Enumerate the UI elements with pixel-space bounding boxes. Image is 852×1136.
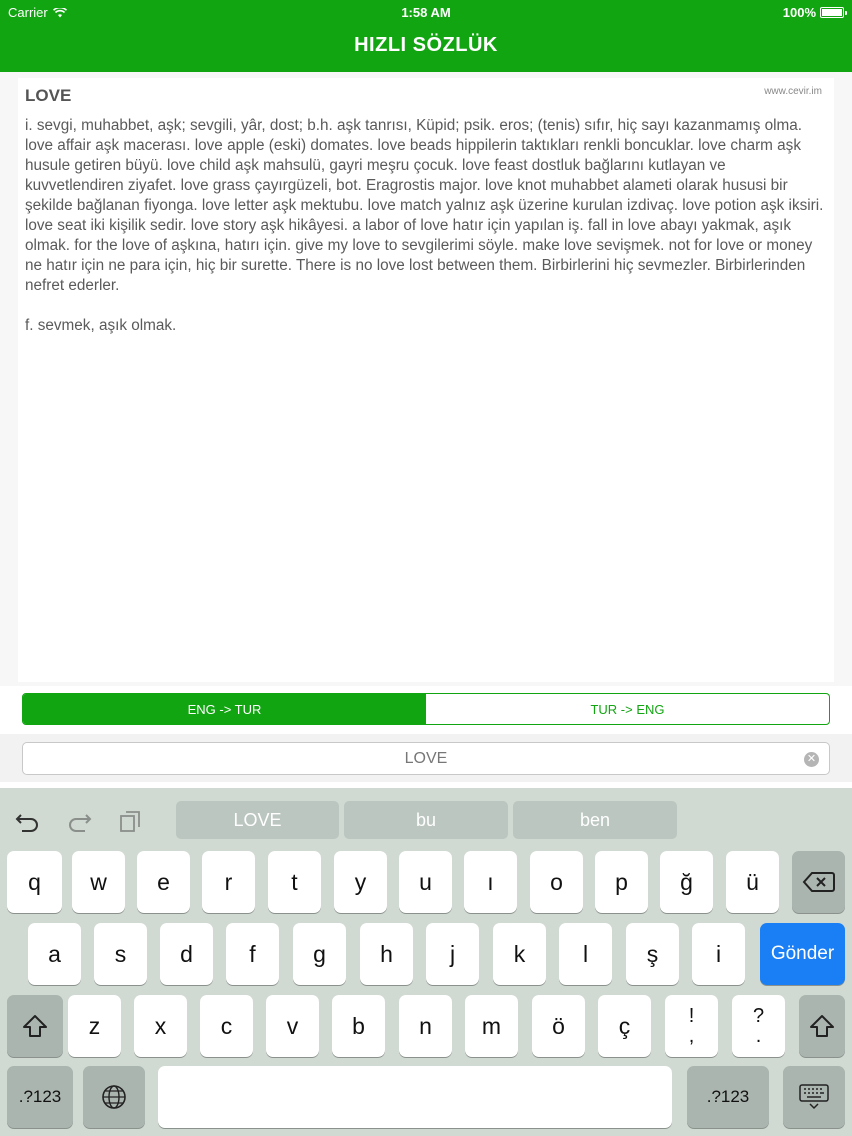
status-bar	[0, 0, 852, 24]
definition-verb: f. sevmek, aşık olmak.	[25, 317, 177, 334]
key-h[interactable]: h	[360, 923, 413, 985]
undo-icon[interactable]	[13, 806, 43, 836]
backspace-key[interactable]	[792, 851, 845, 913]
key-m[interactable]: m	[465, 995, 518, 1057]
key-u-umlaut[interactable]: ü	[726, 851, 779, 913]
entry-word: LOVE	[25, 86, 72, 105]
key-i[interactable]: i	[692, 923, 745, 985]
key-b[interactable]: b	[332, 995, 385, 1057]
direction-toggle	[22, 693, 830, 725]
key-f[interactable]: f	[226, 923, 279, 985]
key-d[interactable]: d	[160, 923, 213, 985]
key-question-period[interactable]	[732, 995, 785, 1057]
key-period-label: .	[755, 1025, 762, 1047]
source-link[interactable]: www.cevir.im	[764, 86, 822, 97]
globe-key[interactable]	[83, 1066, 145, 1128]
key-comma-label: ,	[688, 1025, 695, 1047]
definition-text	[25, 116, 825, 356]
key-r[interactable]: r	[202, 851, 255, 913]
send-button[interactable]: Gönder	[760, 923, 845, 985]
key-j[interactable]: j	[426, 923, 479, 985]
key-u[interactable]: u	[399, 851, 452, 913]
hide-keyboard-key[interactable]	[783, 1066, 845, 1128]
suggestion-1[interactable]: LOVE	[176, 801, 339, 839]
shift-icon	[809, 1014, 835, 1038]
key-n[interactable]: n	[399, 995, 452, 1057]
tur-eng-segment[interactable]: TUR -> ENG	[590, 701, 665, 717]
keyboard-hide-icon	[798, 1083, 830, 1111]
search-field	[22, 742, 830, 775]
numbers-key-right[interactable]: .?123	[687, 1066, 769, 1128]
key-k[interactable]: k	[493, 923, 546, 985]
clock: 1:58 AM	[401, 5, 451, 20]
battery-indicator	[783, 5, 844, 20]
battery-icon	[820, 7, 844, 18]
key-g[interactable]: g	[293, 923, 346, 985]
redo-icon[interactable]	[64, 806, 94, 836]
suggestion-2[interactable]: bu	[344, 801, 508, 839]
shift-key-left[interactable]	[7, 995, 63, 1057]
key-exclamation-comma[interactable]	[665, 995, 718, 1057]
space-bar[interactable]	[158, 1066, 672, 1128]
key-s[interactable]: s	[94, 923, 147, 985]
paste-icon[interactable]	[116, 806, 146, 836]
key-a[interactable]: a	[28, 923, 81, 985]
key-t[interactable]: t	[268, 851, 321, 913]
key-s-cedilla[interactable]: ş	[626, 923, 679, 985]
globe-icon	[101, 1084, 127, 1110]
carrier-label: Carrier	[8, 5, 48, 20]
key-y[interactable]: y	[334, 851, 387, 913]
page-title: HIZLI SÖZLÜK	[354, 34, 498, 56]
app-header	[0, 0, 852, 72]
shift-icon	[22, 1014, 48, 1038]
key-z[interactable]: z	[68, 995, 121, 1057]
key-dotless-i[interactable]: ı	[464, 851, 517, 913]
key-o-umlaut[interactable]: ö	[532, 995, 585, 1057]
key-o[interactable]: o	[530, 851, 583, 913]
key-exclamation-label: !	[688, 1005, 695, 1027]
key-x[interactable]: x	[134, 995, 187, 1057]
key-c-cedilla[interactable]: ç	[598, 995, 651, 1057]
key-w[interactable]: w	[72, 851, 125, 913]
clear-icon[interactable]: ✕	[804, 752, 819, 767]
definition-noun: i. sevgi, muhabbet, aşk; sevgili, yâr, dost; b.h. aşk tanrısı, Küpid; psik. eros; (tenis) sıfır, hiç sayı kazanmamış olma. love affair aşk macerası. love apple (eski) domates. love beads hippilerin taktıkları renkli boncuklar. love charm aşk husule getiren büyü. love child aşk mahsulü, gayri meşru çocuk. love feast dostluk bağlarını kutlayan ve kuvvetlendiren ziyafet. love grass çayırgüzeli, bot. Eragrostis major. love knot muhabbet alameti olarak hususi bir şekilde bağlanan fiyonga. love letter aşk mektubu. love match yalnız aşk üzerine kurulan izdivaç. love potion aşk iksiri. love seat iki kişilik sedir. love story aşk hikâyesi. a labor of love hatır için yapılan iş. fall in love abayı yakmak, aşık olmak. for the love of aşkına, hatırı için. give my love to sevgilerimi söyle. make love sevişmek. not for love or money ne hatır için ne para için, hiç bir surette. There is no love lost between them. Birbirlerini hiç sevmezler. Birbirlerinden nefret ederler.	[25, 117, 824, 294]
numbers-key-left[interactable]: .?123	[7, 1066, 73, 1128]
backspace-icon	[802, 870, 836, 894]
search-input[interactable]	[23, 743, 829, 774]
key-c[interactable]: c	[200, 995, 253, 1057]
key-q[interactable]: q	[7, 851, 62, 913]
key-question-label: ?	[752, 1005, 765, 1027]
battery-percent: 100%	[782, 5, 816, 20]
key-g-breve[interactable]: ğ	[660, 851, 713, 913]
key-e[interactable]: e	[137, 851, 190, 913]
eng-tur-segment[interactable]: ENG -> TUR	[23, 694, 426, 724]
shift-key-right[interactable]	[799, 995, 845, 1057]
key-v[interactable]: v	[266, 995, 319, 1057]
suggestion-3[interactable]: ben	[513, 801, 677, 839]
key-p[interactable]: p	[595, 851, 648, 913]
key-l[interactable]: l	[559, 923, 612, 985]
